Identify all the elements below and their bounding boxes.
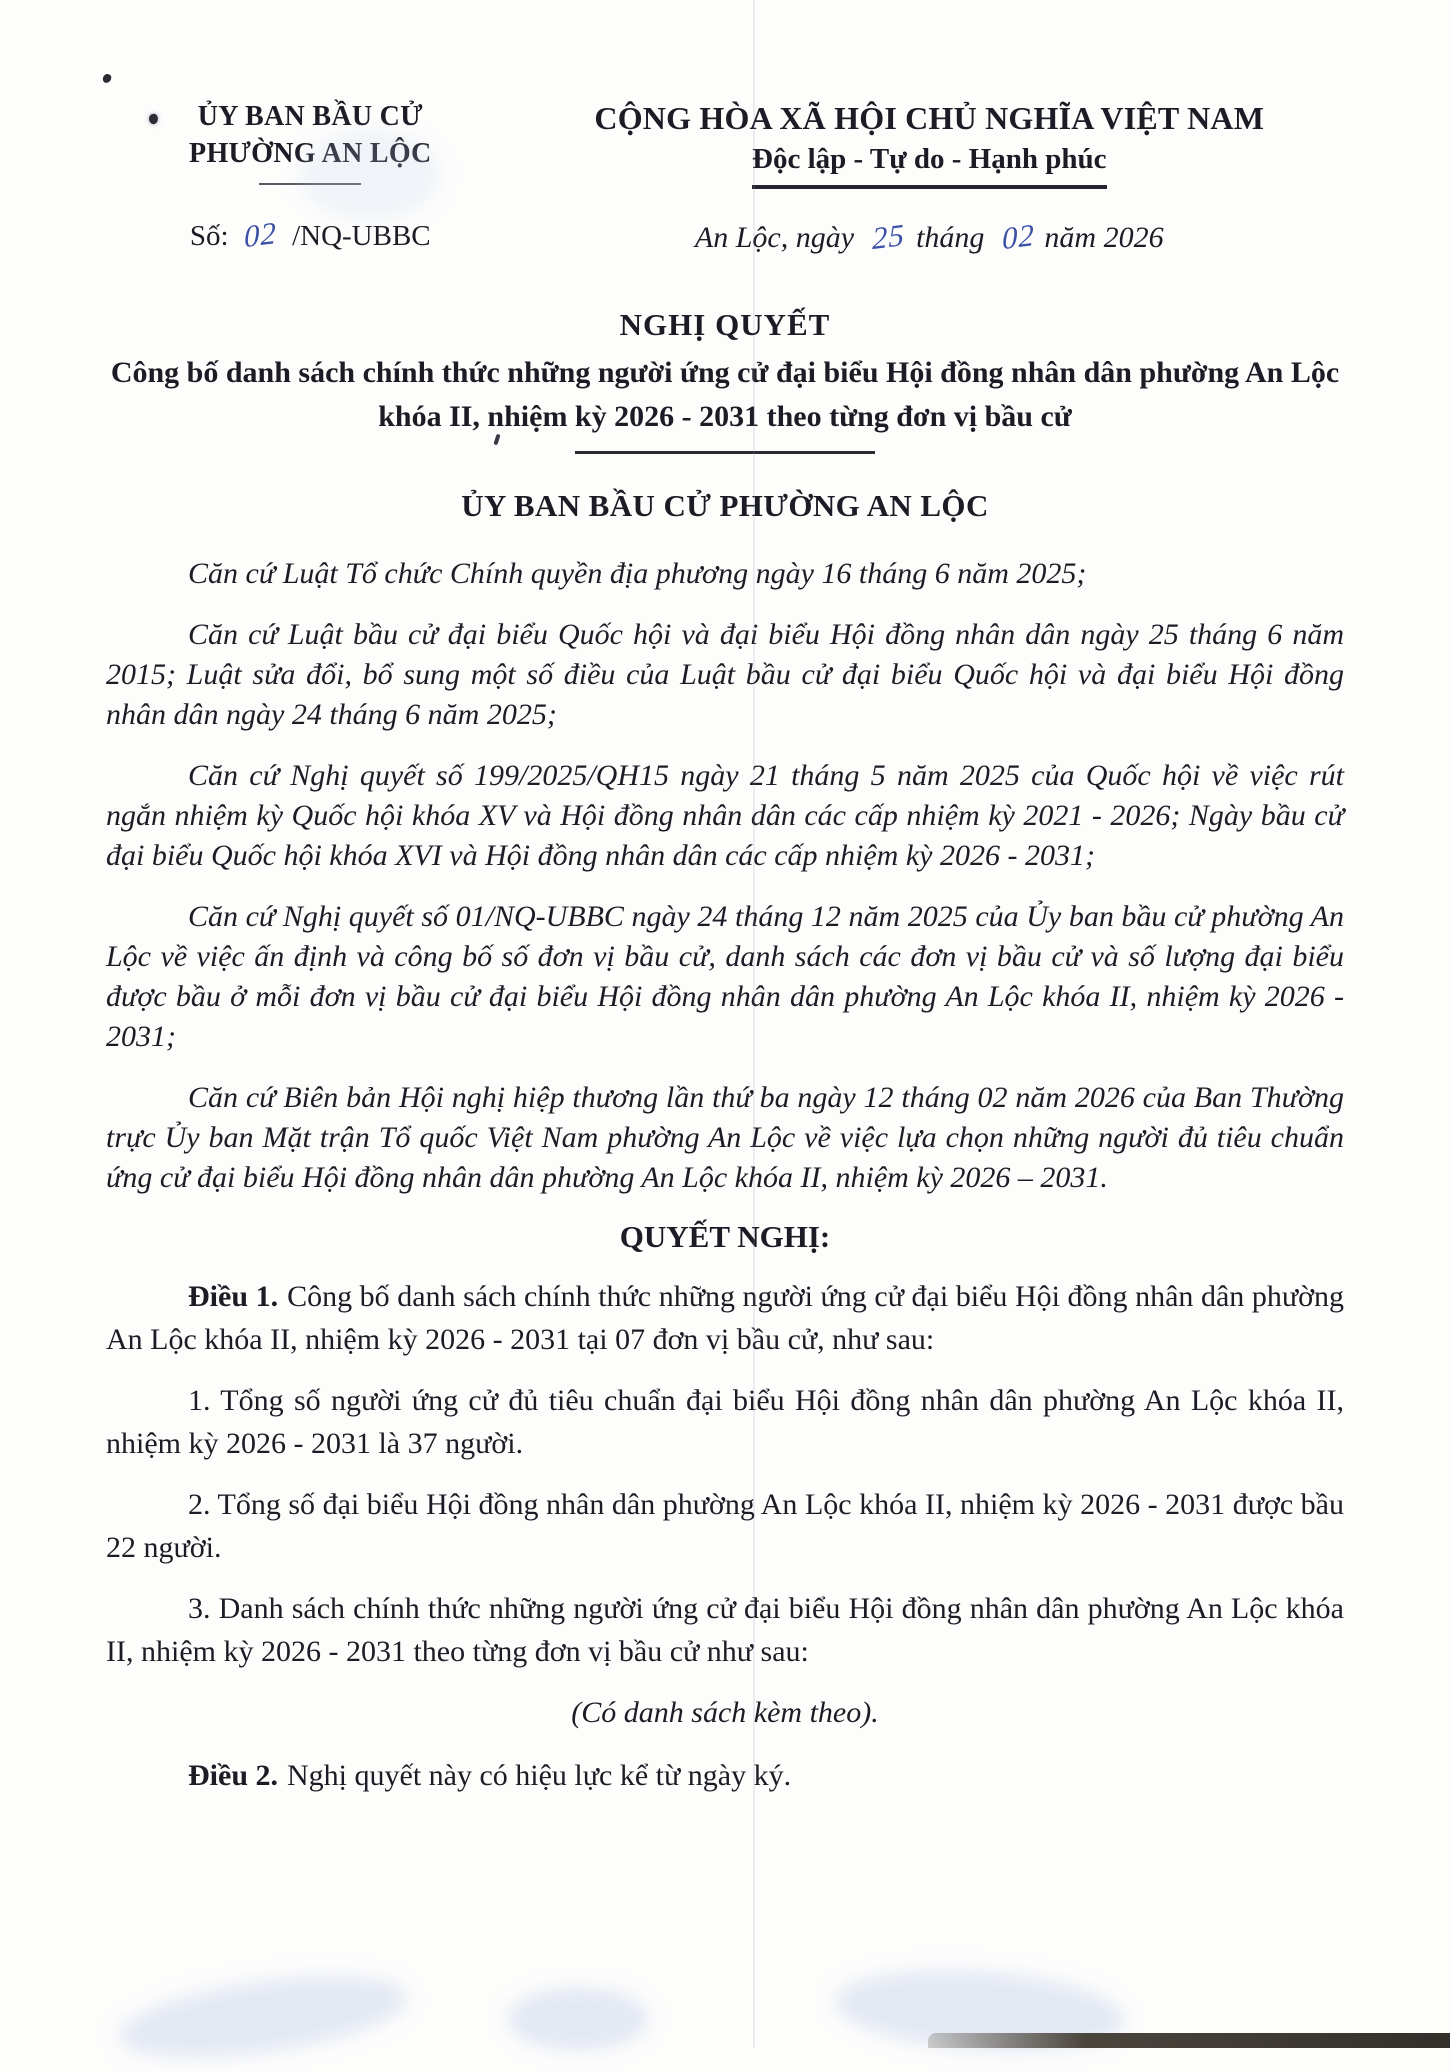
article-1-item-2: 2. Tổng số đại biểu Hội đồng nhân dân phường An Lộc khóa II, nhiệm kỳ 2026 - 2031 được bầu 22 người. (106, 1488, 1344, 1564)
document-type-title: NGHỊ QUYẾT (619, 307, 831, 342)
date-prefix: An Lộc, ngày (694, 221, 855, 254)
recital-paragraph: Căn cứ Nghị quyết số 199/2025/QH15 ngày 21 tháng 5 năm 2025 của Quốc hội về việc rút ngắn nhiệm kỳ Quốc hội khóa XV và Hội đồng nhân dân các cấp nhiệm kỳ 2021 - 2026; Ngày bầu cử đại biểu Quốc hội khóa XVI và Hội đồng nhân dân các cấp nhiệm kỳ 2026 - 2031; (106, 759, 1344, 872)
attachment-note: (Có danh sách kèm theo). (571, 1696, 879, 1729)
org-name-line2: PHƯỜNG AN LỘC (189, 138, 432, 169)
recital-paragraph: Căn cứ Biên bản Hội nghị hiệp thương lần thứ ba ngày 12 tháng 02 năm 2026 của Ban Thường trực Ủy ban Mặt trận Tổ quốc Việt Nam phường An Lộc về việc lựa chọn những người đủ tiêu chuẩn ứng cử đại biểu Hội đồng nhân dân phường An Lộc khóa II, nhiệm kỳ 2026 – 2031. (106, 1081, 1344, 1194)
number-suffix: /NQ-UBBC (292, 220, 431, 252)
recital-paragraph: Căn cứ Luật Tổ chức Chính quyền địa phương ngày 16 tháng 6 năm 2025; (188, 557, 1087, 590)
article-2-text: Nghị quyết này có hiệu lực kể từ ngày ký. (287, 1759, 792, 1792)
national-header-block (515, 98, 1344, 255)
article-1-lead: Điều 1. (188, 1280, 279, 1313)
article-2-paragraph (106, 1754, 1344, 1797)
document-number-line (106, 214, 515, 255)
paper-fold-line (753, 0, 755, 2048)
number-label: Số: (189, 220, 229, 252)
handwritten-document-number: 02 (243, 214, 277, 255)
date-middle: tháng (916, 221, 985, 254)
article-1-paragraph (106, 1275, 1344, 1361)
date-suffix: năm 2026 (1044, 221, 1164, 254)
recital-paragraph: Căn cứ Nghị quyết số 01/NQ-UBBC ngày 24 tháng 12 năm 2025 của Ủy ban bầu cử phường An Lộc về việc ấn định và công bố số đơn vị bầu cử, danh sách các đơn vị bầu cử và số lượng đại biểu được bầu ở mỗi đơn vị bầu cử đại biểu Hội đồng nhân dân phường An Lộc khóa II, nhiệm kỳ 2026 - 2031; (106, 900, 1344, 1053)
scanner-edge-strip (928, 2033, 1450, 2048)
article-2-lead: Điều 2. (188, 1759, 278, 1792)
handwritten-day: 25 (871, 216, 905, 257)
document-subject: Công bố danh sách chính thức những người ứng cử đại biểu Hội đồng nhân dân phường An Lộc khóa II, nhiệm kỳ 2026 - 2031 theo từng đơn vị bầu cử (110, 356, 1340, 433)
document-header (106, 98, 1344, 255)
issuer-heading: ỦY BAN BẦU CỬ PHƯỜNG AN LỘC (461, 488, 989, 523)
article-1-item-3: 3. Danh sách chính thức những người ứng cử đại biểu Hội đồng nhân dân phường An Lộc khóa II, nhiệm kỳ 2026 - 2031 theo từng đơn vị bầu cử như sau: (106, 1592, 1344, 1668)
handwritten-month: 02 (1001, 216, 1036, 257)
scan-shadow-blob (300, 130, 440, 220)
subject-underline (575, 451, 875, 454)
place-date-line (515, 216, 1344, 257)
article-1-item-1: 1. Tổng số người ứng cử đủ tiêu chuẩn đại biểu Hội đồng nhân dân phường An Lộc khóa II, nhiệm kỳ 2026 - 2031 là 37 người. (106, 1384, 1344, 1460)
national-title: CỘNG HÒA XÃ HỘI CHỦ NGHĨA VIỆT NAM (594, 100, 1265, 136)
national-motto: Độc lập - Tự do - Hạnh phúc (752, 141, 1107, 189)
org-name-line1: ỦY BAN BẦU CỬ (197, 101, 423, 132)
resolution-heading: QUYẾT NGHỊ: (619, 1219, 831, 1254)
scan-shadow-blob (508, 1988, 648, 2050)
recital-paragraph: Căn cứ Luật bầu cử đại biểu Quốc hội và đại biểu Hội đồng nhân dân ngày 25 tháng 6 năm 2015; Luật sửa đổi, bổ sung một số điều của Luật bầu cử đại biểu Quốc hội và đại biểu Hội đồng nhân dân ngày 24 tháng 6 năm 2025; (106, 618, 1344, 731)
recitals-section (106, 554, 1344, 1198)
article-1-text: Công bố danh sách chính thức những người ứng cử đại biểu Hội đồng nhân dân phường An Lộc khóa II, nhiệm kỳ 2026 - 2031 tại 07 đơn vị bầu cử, như sau: (106, 1280, 1344, 1356)
